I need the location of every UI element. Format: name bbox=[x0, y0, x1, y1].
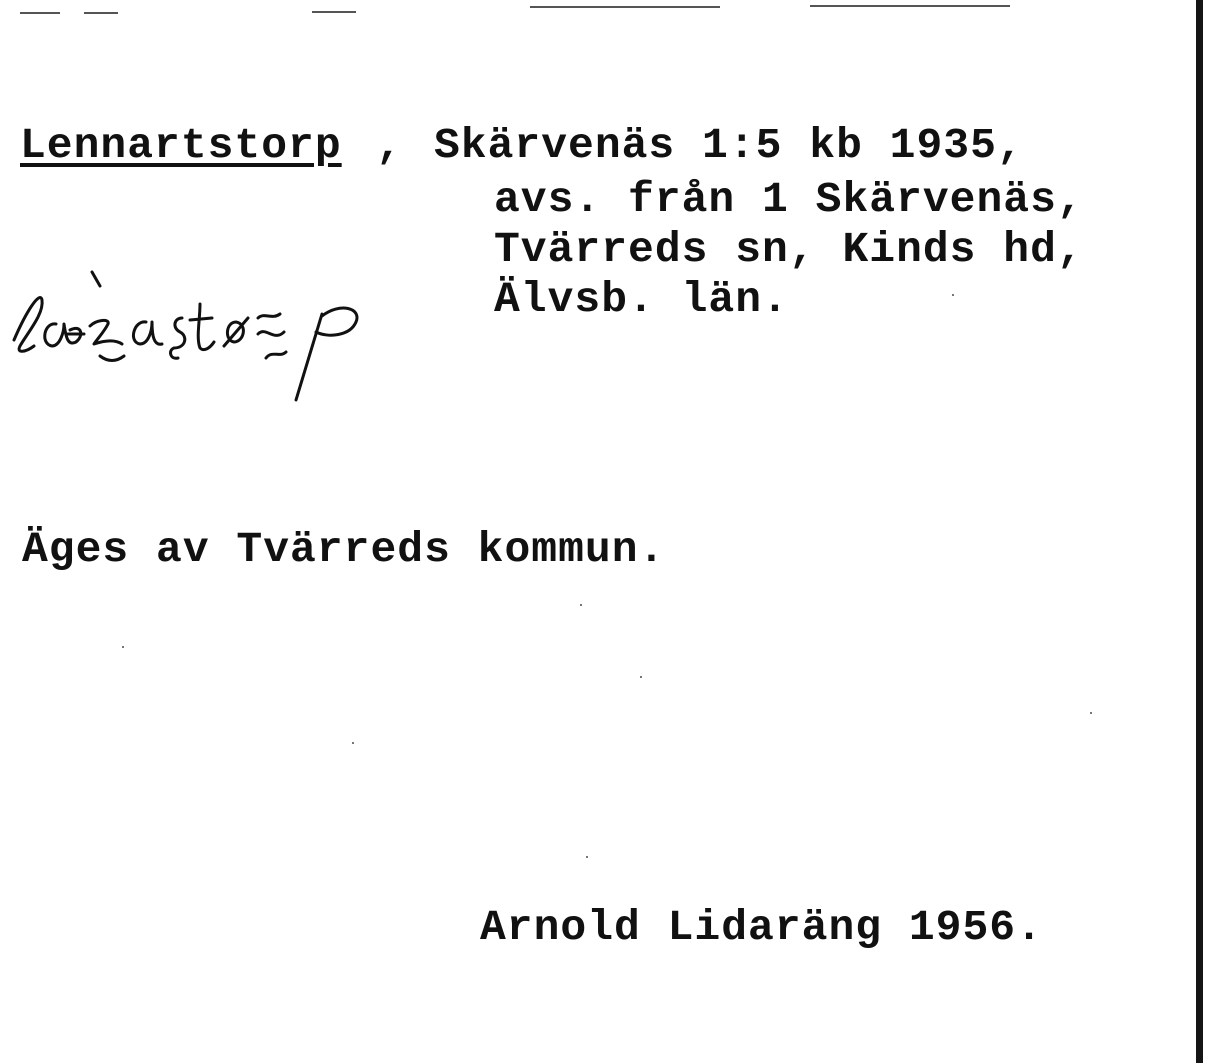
scan-top-edge bbox=[0, 0, 1190, 16]
place-name-heading: Lennartstorp bbox=[20, 121, 342, 170]
scan-speck bbox=[580, 604, 582, 606]
scan-speck bbox=[640, 676, 642, 678]
scan-speck bbox=[352, 742, 354, 744]
heading-comma: , bbox=[376, 121, 403, 170]
entry-line: Tvärreds sn, Kinds hd, bbox=[494, 225, 1084, 274]
owner-line: Äges av Tvärreds kommun. bbox=[22, 525, 666, 574]
scan-speck bbox=[952, 294, 954, 296]
handwritten-pronunciation bbox=[4, 262, 384, 412]
scan-speck bbox=[1090, 712, 1092, 714]
signature-line: Arnold Lidaräng 1956. bbox=[480, 903, 1043, 952]
scan-right-edge bbox=[1196, 0, 1203, 1063]
entry-line: avs. från 1 Skärvenäs, bbox=[494, 175, 1084, 224]
scan-speck bbox=[586, 856, 588, 858]
scan-speck bbox=[122, 646, 124, 648]
entry-line: Älvsb. län. bbox=[494, 275, 789, 324]
entry-line: Skärvenäs 1:5 kb 1935, bbox=[434, 121, 1024, 170]
